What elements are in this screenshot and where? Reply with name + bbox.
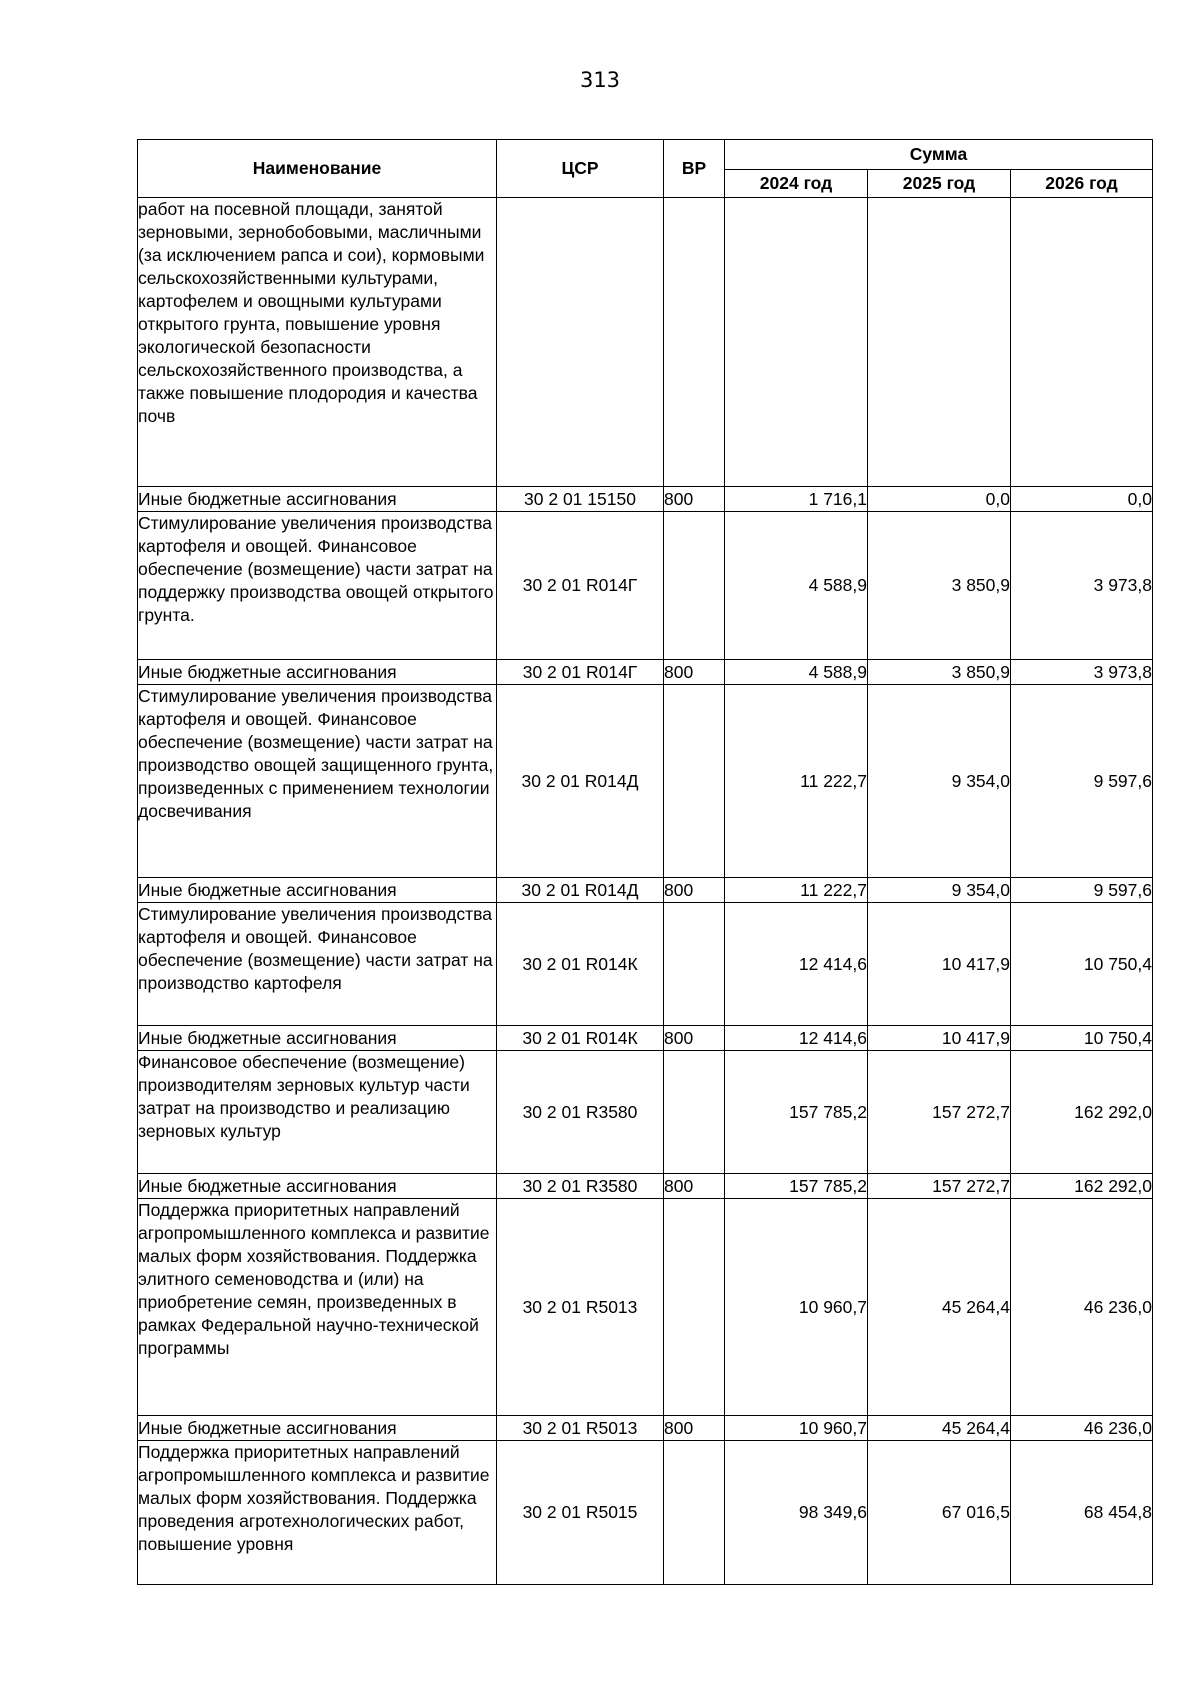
row-name: Иные бюджетные ассигнования xyxy=(138,487,497,512)
table-row xyxy=(138,1174,1153,1199)
row-csr: 30 2 01 R014К xyxy=(497,1026,664,1051)
row-2026: 10 750,4 xyxy=(1011,1026,1153,1051)
row-vr xyxy=(664,1199,725,1416)
table-row xyxy=(138,1416,1153,1441)
row-name: Финансовое обеспечение (возмещение) производителям зерновых культур части затрат на производство и реализацию зерновых культур xyxy=(138,1051,497,1174)
row-2025: 0,0 xyxy=(868,487,1011,512)
row-2025: 10 417,9 xyxy=(868,1026,1011,1051)
row-vr: 800 xyxy=(664,1416,725,1441)
table-row xyxy=(138,1026,1153,1051)
table-row xyxy=(138,1051,1153,1174)
row-vr xyxy=(664,685,725,878)
row-name: Иные бюджетные ассигнования xyxy=(138,1026,497,1051)
row-2024: 11 222,7 xyxy=(725,685,868,878)
row-2024 xyxy=(725,198,868,487)
table-header xyxy=(138,140,1153,198)
row-2025: 3 850,9 xyxy=(868,660,1011,685)
table-row xyxy=(138,198,1153,487)
row-csr: 30 2 01 15150 xyxy=(497,487,664,512)
row-csr: 30 2 01 R014Г xyxy=(497,660,664,685)
row-2026 xyxy=(1011,198,1153,487)
row-csr: 30 2 01 R5013 xyxy=(497,1199,664,1416)
row-2026: 0,0 xyxy=(1011,487,1153,512)
table-row xyxy=(138,487,1153,512)
table-row xyxy=(138,903,1153,1026)
row-2024: 12 414,6 xyxy=(725,903,868,1026)
row-name: Стимулирование увеличения производства картофеля и овощей. Финансовое обеспечение (возмещение) части затрат на поддержку производства овощей открытого грунта. xyxy=(138,512,497,660)
row-2025: 9 354,0 xyxy=(868,878,1011,903)
row-2024: 4 588,9 xyxy=(725,660,868,685)
row-2026: 9 597,6 xyxy=(1011,685,1153,878)
row-2024: 98 349,6 xyxy=(725,1441,868,1585)
budget-table xyxy=(137,139,1153,1585)
row-2024: 1 716,1 xyxy=(725,487,868,512)
row-2026: 46 236,0 xyxy=(1011,1199,1153,1416)
row-2024: 157 785,2 xyxy=(725,1051,868,1174)
table-row xyxy=(138,660,1153,685)
row-2024: 12 414,6 xyxy=(725,1026,868,1051)
row-2026: 162 292,0 xyxy=(1011,1174,1153,1199)
header-name: Наименование xyxy=(138,140,497,198)
header-csr: ЦСР xyxy=(497,140,664,198)
row-name: Поддержка приоритетных направлений агропромышленного комплекса и развитие малых форм хозяйствования. Поддержка элитного семеноводства и (или) на приобретение семян, произведенных в рамках Федеральной научно-технической программы xyxy=(138,1199,497,1416)
row-name: Стимулирование увеличения производства картофеля и овощей. Финансовое обеспечение (возмещение) части затрат на производство картофеля xyxy=(138,903,497,1026)
row-2024: 157 785,2 xyxy=(725,1174,868,1199)
row-vr: 800 xyxy=(664,878,725,903)
row-2026: 46 236,0 xyxy=(1011,1416,1153,1441)
header-2026: 2026 год xyxy=(1011,170,1153,198)
row-2025 xyxy=(868,198,1011,487)
table-row xyxy=(138,685,1153,878)
row-2026: 9 597,6 xyxy=(1011,878,1153,903)
row-csr: 30 2 01 R5013 xyxy=(497,1416,664,1441)
row-name: Иные бюджетные ассигнования xyxy=(138,878,497,903)
header-2025: 2025 год xyxy=(868,170,1011,198)
row-2024: 4 588,9 xyxy=(725,512,868,660)
row-2026: 3 973,8 xyxy=(1011,512,1153,660)
header-sum: Сумма xyxy=(725,140,1153,170)
row-csr: 30 2 01 R014К xyxy=(497,903,664,1026)
row-2026: 3 973,8 xyxy=(1011,660,1153,685)
row-csr: 30 2 01 R014Д xyxy=(497,685,664,878)
row-name: Поддержка приоритетных направлений агропромышленного комплекса и развитие малых форм хозяйствования. Поддержка проведения агротехнологических работ, повышение уровня xyxy=(138,1441,497,1585)
row-2025: 157 272,7 xyxy=(868,1051,1011,1174)
row-name: Иные бюджетные ассигнования xyxy=(138,1174,497,1199)
row-2024: 10 960,7 xyxy=(725,1199,868,1416)
row-vr xyxy=(664,903,725,1026)
row-vr: 800 xyxy=(664,487,725,512)
row-vr xyxy=(664,1051,725,1174)
row-csr: 30 2 01 R014Д xyxy=(497,878,664,903)
table-row xyxy=(138,878,1153,903)
row-vr: 800 xyxy=(664,1026,725,1051)
row-2025: 9 354,0 xyxy=(868,685,1011,878)
header-2024: 2024 год xyxy=(725,170,868,198)
row-name: Стимулирование увеличения производства картофеля и овощей. Финансовое обеспечение (возмещение) части затрат на производство овощей защищенного грунта, произведенных с применением технологии досвечивания xyxy=(138,685,497,878)
row-csr: 30 2 01 R014Г xyxy=(497,512,664,660)
row-csr xyxy=(497,198,664,487)
table-row xyxy=(138,1441,1153,1585)
row-2025: 45 264,4 xyxy=(868,1416,1011,1441)
table-row xyxy=(138,512,1153,660)
row-2026: 10 750,4 xyxy=(1011,903,1153,1026)
table-body xyxy=(138,198,1153,1585)
header-vr: ВР xyxy=(664,140,725,198)
row-2025: 3 850,9 xyxy=(868,512,1011,660)
row-name: Иные бюджетные ассигнования xyxy=(138,660,497,685)
row-2026: 68 454,8 xyxy=(1011,1441,1153,1585)
row-2025: 67 016,5 xyxy=(868,1441,1011,1585)
row-vr xyxy=(664,1441,725,1585)
row-vr xyxy=(664,198,725,487)
row-csr: 30 2 01 R5015 xyxy=(497,1441,664,1585)
page-number: 313 xyxy=(579,68,621,92)
row-2025: 157 272,7 xyxy=(868,1174,1011,1199)
row-name: работ на посевной площади, занятой зерновыми, зернобобовыми, масличными (за исключением рапса и сои), кормовыми сельскохозяйственными культурами, картофелем и овощными культурами открытого грунта, повышение уровня экологической безопасности сельскохозяйственного производства, а также повышение плодородия и качества почв xyxy=(138,198,497,487)
row-csr: 30 2 01 R3580 xyxy=(497,1051,664,1174)
row-vr xyxy=(664,512,725,660)
row-name: Иные бюджетные ассигнования xyxy=(138,1416,497,1441)
row-vr: 800 xyxy=(664,1174,725,1199)
row-2024: 11 222,7 xyxy=(725,878,868,903)
row-2025: 10 417,9 xyxy=(868,903,1011,1026)
row-2025: 45 264,4 xyxy=(868,1199,1011,1416)
row-csr: 30 2 01 R3580 xyxy=(497,1174,664,1199)
table-row xyxy=(138,1199,1153,1416)
row-2024: 10 960,7 xyxy=(725,1416,868,1441)
row-vr: 800 xyxy=(664,660,725,685)
row-2026: 162 292,0 xyxy=(1011,1051,1153,1174)
